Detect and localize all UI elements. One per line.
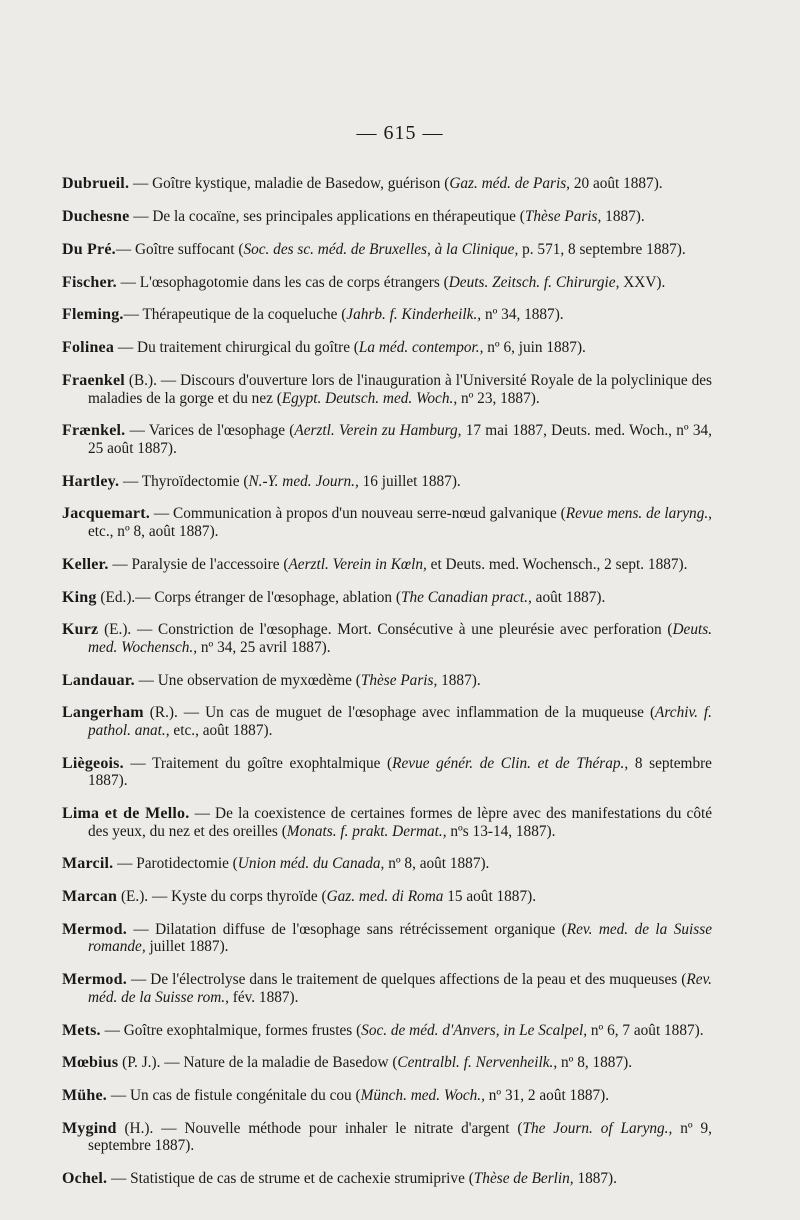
entry-source: Gaz. méd. de Paris, <box>449 175 570 193</box>
entry-author: Mermod. <box>62 920 127 938</box>
entry-text: — Parotidectomie ( <box>113 855 238 873</box>
entry-author: Kurz <box>62 621 99 639</box>
bibliography-entry <box>62 621 712 656</box>
entry-text: (B.). — Discours d'ouverture lors de l'inauguration à l'Université Royale de la polyclinique des maladies de la gorge et du nez ( <box>88 372 712 407</box>
bibliography-entry <box>62 589 712 607</box>
entry-details: nº 6, juin 1887). <box>483 339 586 357</box>
bibliography-entry <box>62 505 712 540</box>
entry-text: — Statistique de cas de strume et de cachexie strumiprive ( <box>107 1170 474 1188</box>
bibliography-entry <box>62 473 712 491</box>
entry-details: nº 23, 1887). <box>457 389 540 407</box>
entry-source: Archiv. f. pathol. anat., <box>88 704 712 739</box>
bibliography-entry <box>62 175 712 193</box>
entry-details: août 1887). <box>531 588 606 606</box>
entry-text: — Varices de l'œsophage ( <box>125 422 295 440</box>
entry-source: Centralbl. f. Nervenheilk., <box>397 1054 558 1072</box>
entry-source: The Journ. of Laryng., <box>522 1119 673 1137</box>
entry-text: (R.). — Un cas de muguet de l'œsophage avec inflammation de la muqueuse ( <box>143 704 656 722</box>
entry-details: nº 34, 25 avril 1887). <box>197 638 331 656</box>
entry-text: (P. J.). — Nature de la maladie de Basedow ( <box>118 1054 398 1072</box>
entry-details: 20 août 1887). <box>570 175 663 193</box>
entry-source: Münch. med. Woch., <box>360 1087 485 1105</box>
entry-details: p. 571, 8 septembre 1887). <box>518 240 686 258</box>
entry-source: Soc. de méd. d'Anvers, in Le Scalpel, <box>361 1021 588 1039</box>
entry-details: 16 juillet 1887). <box>358 472 461 490</box>
bibliography-entry <box>62 1120 712 1155</box>
bibliography-entry <box>62 241 712 259</box>
entry-author: Jacquemart. <box>62 505 150 523</box>
entry-text: — Thérapeutique de la coqueluche ( <box>123 306 347 324</box>
entry-source: Aerztl. Verein zu Hamburg, <box>294 422 462 440</box>
entry-source: Jahrb. f. Kinderheilk., <box>346 306 482 324</box>
entry-details: nº 6, 7 août 1887). <box>587 1021 704 1039</box>
entry-details: nº 9, septembre 1887). <box>88 1119 712 1155</box>
entry-details: nº 8, 1887). <box>557 1054 633 1072</box>
entry-text: — De la cocaïne, ses principales applications en thérapeutique ( <box>129 208 525 226</box>
entry-author: Fraenkel <box>62 372 125 390</box>
entry-source: Rev. med. de la Suisse romande, <box>88 920 713 956</box>
entry-text: — Dilatation diffuse de l'œsophage sans rétrécissement organique ( <box>126 920 567 938</box>
bibliography-entry <box>62 422 712 457</box>
bibliography-entry <box>62 855 712 873</box>
entry-text: (E.). — Constriction de l'œsophage. Mort. Consécutive à une pleurésie avec perforation ( <box>98 621 673 639</box>
entry-text: — De l'électrolyse dans le traitement de quelques affections de la peau et des muqueuses ( <box>126 971 687 989</box>
bibliography-list <box>62 160 712 1189</box>
entry-details: 1887). <box>437 671 481 689</box>
bibliography-entry <box>62 372 712 407</box>
entry-text: — Du traitement chirurgical du goître ( <box>114 339 359 357</box>
entry-details: XXV). <box>619 273 666 291</box>
entry-author: Keller. <box>62 555 109 573</box>
entry-details: juillet 1887). <box>145 938 229 956</box>
entry-details: 17 mai 1887, Deuts. med. Woch., nº 34, 25 août 1887). <box>88 422 712 457</box>
entry-source: Deuts. med. Wochensch., <box>88 621 712 656</box>
entry-text: (E.). — Kyste du corps thyroïde ( <box>117 888 327 906</box>
bibliography-entry <box>62 556 712 574</box>
entry-author: Frænkel. <box>62 422 126 440</box>
entry-source: Deuts. Zeitsch. f. Chirurgie, <box>448 273 620 291</box>
entry-author: Liègeois. <box>62 754 124 772</box>
entry-author: Hartley. <box>62 472 120 490</box>
entry-text: — Goître kystique, maladie de Basedow, guérison ( <box>129 175 450 193</box>
entry-author: Mermod. <box>62 971 127 989</box>
entry-author: Fischer. <box>62 273 117 291</box>
entry-source: Thèse Paris, <box>524 208 602 226</box>
entry-author: Dubrueil. <box>62 175 130 193</box>
entry-text: — Un cas de fistule congénitale du cou ( <box>107 1087 361 1105</box>
entry-source: Revue mens. de laryng., <box>565 505 713 523</box>
entry-author: Folinea <box>62 339 115 357</box>
bibliography-entry <box>62 1054 712 1072</box>
entry-details: 1887). <box>601 208 645 226</box>
bibliography-entry <box>62 888 712 906</box>
entry-text: — Thyroïdectomie ( <box>119 472 249 490</box>
bibliography-entry <box>62 755 712 790</box>
entry-details: nº 34, 1887). <box>481 306 564 324</box>
entry-author: Marcil. <box>62 855 114 873</box>
entry-source: Union méd. du Canada, <box>237 855 385 873</box>
bibliography-entry <box>62 339 712 357</box>
entry-source: Gaz. med. di Roma <box>326 888 444 906</box>
entry-text: — L'œsophagotomie dans les cas de corps étrangers ( <box>116 273 449 291</box>
page-number: — 615 — <box>356 122 444 144</box>
entry-details: 15 août 1887). <box>443 888 537 906</box>
entry-source: Rev. méd. de la Suisse rom., <box>88 971 712 1006</box>
entry-text: (Ed.).— Corps étranger de l'œsophage, ablation ( <box>96 588 401 606</box>
entry-source: Aerztl. Verein in Kœln, <box>288 555 427 573</box>
entry-text: — De la coexistence de certaines formes de lèpre avec des manifestations du côté des yeux, du nez et des oreilles ( <box>88 805 713 840</box>
entry-author: Du Pré. <box>62 240 116 258</box>
entry-text: — Une observation de myxœdème ( <box>134 671 361 689</box>
bibliography-entry <box>62 1087 712 1105</box>
bibliography-entry <box>62 971 712 1006</box>
entry-details: etc., août 1887). <box>169 721 273 739</box>
bibliography-entry <box>62 672 712 690</box>
entry-source: La méd. contempor., <box>358 339 484 357</box>
entry-author: Mygind <box>62 1119 117 1137</box>
entry-source: Monats. f. prakt. Dermat., <box>286 822 447 840</box>
entry-details: fév. 1887). <box>228 988 299 1006</box>
bibliography-entry <box>62 1022 712 1040</box>
bibliography-entry <box>62 805 712 840</box>
entry-source: Thèse Paris, <box>360 671 438 689</box>
entry-text: — Traitement du goître exophtalmique ( <box>123 754 393 772</box>
entry-author: Mühe. <box>62 1087 107 1105</box>
entry-details: 1887). <box>573 1170 617 1188</box>
entry-source: Soc. des sc. méd. de Bruxelles, à la Clinique, <box>243 240 519 258</box>
entry-source: Thèse de Berlin, <box>473 1170 574 1188</box>
entry-author: Marcan <box>62 888 118 906</box>
entry-author: Landauar. <box>62 671 135 689</box>
entry-details: nº 31, 2 août 1887). <box>484 1087 610 1105</box>
entry-author: Duchesne <box>62 208 130 226</box>
entry-author: Fleming. <box>62 306 124 324</box>
bibliography-entry <box>62 274 712 292</box>
bibliography-entry <box>62 921 712 956</box>
entry-text: — Goître exophtalmique, formes frustes ( <box>100 1021 362 1039</box>
bibliography-entry <box>62 306 712 324</box>
entry-source: The Canadian pract., <box>400 588 532 606</box>
entry-source: Revue génér. de Clin. et de Thérap., <box>392 754 629 772</box>
entry-author: Mets. <box>62 1021 101 1039</box>
entry-author: King <box>62 588 97 606</box>
entry-author: Lima et de Mello. <box>62 805 190 823</box>
entry-details: et Deuts. med. Wochensch., 2 sept. 1887). <box>426 555 688 573</box>
entry-text: — Communication à propos d'un nouveau serre-nœud galvanique ( <box>149 505 566 523</box>
entry-text: (H.). — Nouvelle méthode pour inhaler le nitrate d'argent ( <box>116 1119 523 1137</box>
entry-details: 8 septembre 1887). <box>88 754 712 790</box>
entry-source: Egypt. Deutsch. med. Woch., <box>281 389 458 407</box>
entry-text: — Paralysie de l'accessoire ( <box>108 555 289 573</box>
entry-author: Langerham <box>62 704 144 722</box>
entry-details: etc., nº 8, août 1887). <box>88 522 219 540</box>
bibliography-entry <box>62 704 712 739</box>
bibliography-entry <box>62 208 712 226</box>
bibliography-entry <box>62 1170 712 1188</box>
entry-details: nº 8, août 1887). <box>384 855 490 873</box>
entry-author: Mœbius <box>62 1054 119 1072</box>
entry-author: Ochel. <box>62 1170 108 1188</box>
entry-text: — Goître suffocant ( <box>115 240 244 258</box>
entry-details: nºs 13-14, 1887). <box>446 822 556 840</box>
entry-source: N.-Y. med. Journ., <box>248 472 359 490</box>
